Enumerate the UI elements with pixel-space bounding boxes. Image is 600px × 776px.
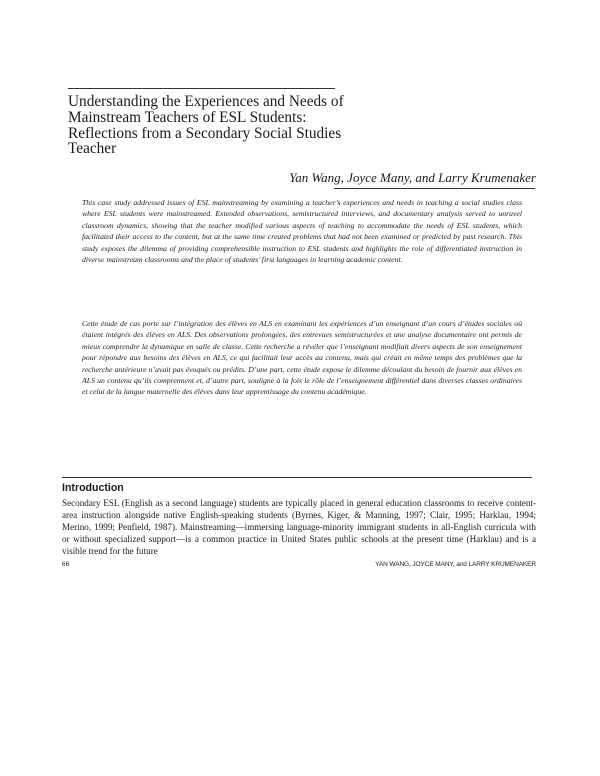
article-authors: Yan Wang, Joyce Many, and Larry Krumenaker bbox=[289, 170, 536, 185]
abstract-bottom-rule bbox=[62, 477, 532, 478]
body-paragraph: Secondary ESL (English as a second language) students are typically placed in general education classrooms to receive content-area instruction alongside native English-speaking students (Byrnes, Kiger, & Manning, 1997; Clair, 1995; Harklau, 1994; Merino, 1999; Penfield, 1987). Mainstreaming—immersing language-minority immigrant students in all-English curricula with or without specialized support—is a common practice in United States public schools at the present time (Harklau) and is a visible trend for the future bbox=[62, 498, 536, 556]
authors-rule bbox=[334, 188, 535, 189]
abstract-english: This case study addressed issues of ESL mainstreaming by examining a teacher’s experiences and needs in teaching a social studies class where ESL students were mainstreamed. Extended observations, semistructured interviews, and documentary analysis served to unravel classroom dynamics, showing that the teacher modified various aspects of teaching to accommodate the needs of ESL students, which facilitated their access to the content, but at the same time created problems that had not been examined or predicted by past research. This study exposes the dilemma of providing comprehensible instruction to ESL students and highlights the role of differentiated instruction in diverse mainstream classrooms and the place of students’ first languages in learning academic content. bbox=[82, 198, 522, 265]
abstract-french: Cette étude de cas porte sur l’intégration des élèves en ALS en examinant les expériences d’un enseignant d’un cours d’études sociales où étaient intégrés des élèves en ALS. Des observations prolongées, des entrevues semistructurées et une analyse documentaire ont permis de mieux comprendre la dynamique en salle de classe. Cette recherche a révéler que l’enseignant modifiait divers aspects de son enseignement pour répondre aux besoins des élèves en ALS, ce qui facilitait leur accès au contenu, mais qui créait en même temps des problèmes que la recherche antérieure n’avait pas évoqués ou prédits. D’une part, cette étude expose le dilemme découlant du besoin de fournir aux élèves en ALS un contenu qu’ils comprennent et, d’autre part, souligne à la fois le rôle de l’enseignement différentiel dans diverses classes ordinaires et celui de la langue maternelle des élèves dans leur apprentissage du contenu académique. bbox=[82, 319, 522, 397]
page-number: 66 bbox=[62, 561, 70, 568]
section-heading-introduction: Introduction bbox=[62, 482, 124, 494]
article-title: Understanding the Experiences and Needs of Mainstream Teachers of ESL Students: Reflections from a Secondary Social Studies Teacher bbox=[68, 93, 344, 158]
title-top-rule bbox=[68, 88, 335, 89]
running-head: YAN WANG, JOYCE MANY, and LARRY KRUMENAKER bbox=[375, 561, 536, 568]
